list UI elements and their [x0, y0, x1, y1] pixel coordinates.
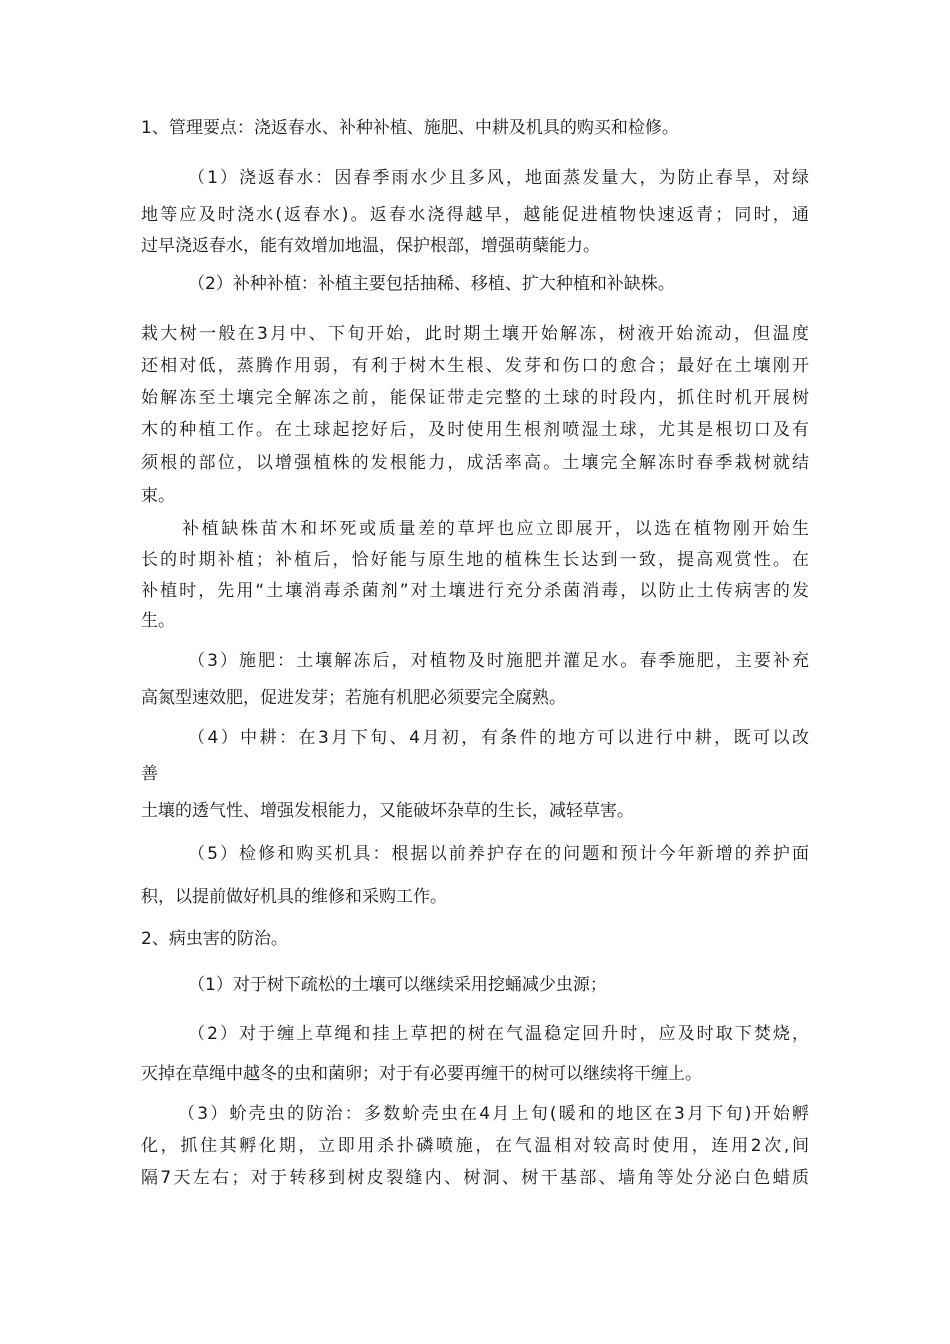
section2-heading: 2、病虫害的防治。 [141, 929, 288, 949]
s2-item3-line2: 化，抓住其孵化期，立即用杀扑磷喷施，在气温相对较高时使用，连用2次,间 [141, 1136, 809, 1156]
item1-line1: （1）浇返春水：因春季雨水少且多风，地面蒸发量大，为防止春旱，对绿 [188, 168, 809, 188]
para2-line1: 补植缺株苗木和坏死或质量差的草坪也应立即展开，以选在植物刚开始生 [182, 519, 809, 539]
s2-item1: （1）对于树下疏松的土壤可以继续采用挖蛹减少虫源； [188, 975, 607, 995]
para1-line5: 须根的部位，以增强植株的发根能力，成活率高。土壤完全解冻时春季栽树就结 [141, 453, 809, 473]
item3-line2: 高氮型速效肥，促进发芽；若施有机肥必须要完全腐熟。 [141, 688, 566, 708]
para1-line6: 束。 [141, 486, 175, 506]
item1-line3: 过早浇返春水，能有效增加地温，保护根部，增强萌蘖能力。 [141, 236, 600, 256]
item5-line1: （5）检修和购买机具：根据以前养护存在的问题和预计今年新增的养护面 [188, 844, 809, 864]
para1-line4: 木的种植工作。在土球起挖好后，及时使用生根剂喷湿土球，尤其是根切口及有 [141, 420, 809, 440]
para2-line4: 生。 [141, 611, 175, 631]
s2-item3-line1: （3）蚧壳虫的防治：多数蚧壳虫在4月上旬(暖和的地区在3月下旬)开始孵 [178, 1104, 809, 1124]
section1-heading: 1、管理要点：浇返春水、补种补植、施肥、中耕及机具的购买和检修。 [141, 118, 679, 138]
item4-line2: 善 [141, 764, 158, 784]
s2-item3-line3: 隔7天左右；对于转移到树皮裂缝内、树洞、树干基部、墙角等处分泌白色蜡质 [141, 1168, 809, 1188]
para1-line3: 始解冻至土壤完全解冻之前，能保证带走完整的土球的时段内，抓住时机开展树 [141, 388, 809, 408]
item3-line1: （3）施肥：土壤解冻后，对植物及时施肥并灌足水。春季施肥，主要补充 [188, 651, 809, 671]
para2-line3: 补植时，先用“土壤消毒杀菌剂”对土壤进行充分杀菌消毒，以防止土传病害的发 [141, 581, 809, 601]
para1-line2: 还相对低，蒸腾作用弱，有利于树木生根、发芽和伤口的愈合；最好在土壤刚开 [141, 356, 809, 376]
item2-intro: （2）补种补植：补植主要包括抽稀、移植、扩大种植和补缺株。 [188, 274, 675, 294]
item4-line3: 土壤的透气性、增强发根能力，又能破坏杂草的生长，减轻草害。 [141, 801, 634, 821]
para2-line2: 长的时期补植；补植后，恰好能与原生地的植株生长达到一致，提高观赏性。在 [141, 550, 809, 570]
item5-line2: 积，以提前做好机具的维修和采购工作。 [141, 887, 447, 907]
item1-line2: 地等应及时浇水(返春水)。返春水浇得越早，越能促进植物快速返青；同时，通 [141, 205, 809, 225]
para1-line1: 栽大树一般在3月中、下旬开始，此时期土壤开始解冻，树液开始流动，但温度 [141, 324, 809, 344]
s2-item2-line2: 灭掉在草绳中越冬的虫和菌卵；对于有必要再缠干的树可以继续将干缠上。 [141, 1064, 702, 1084]
item4-line1: （4）中耕：在3月下旬、4月初，有条件的地方可以进行中耕，既可以改 [188, 728, 809, 748]
s2-item2-line1: （2）对于缠上草绳和挂上草把的树在气温稳定回升时，应及时取下焚烧， [188, 1024, 809, 1044]
